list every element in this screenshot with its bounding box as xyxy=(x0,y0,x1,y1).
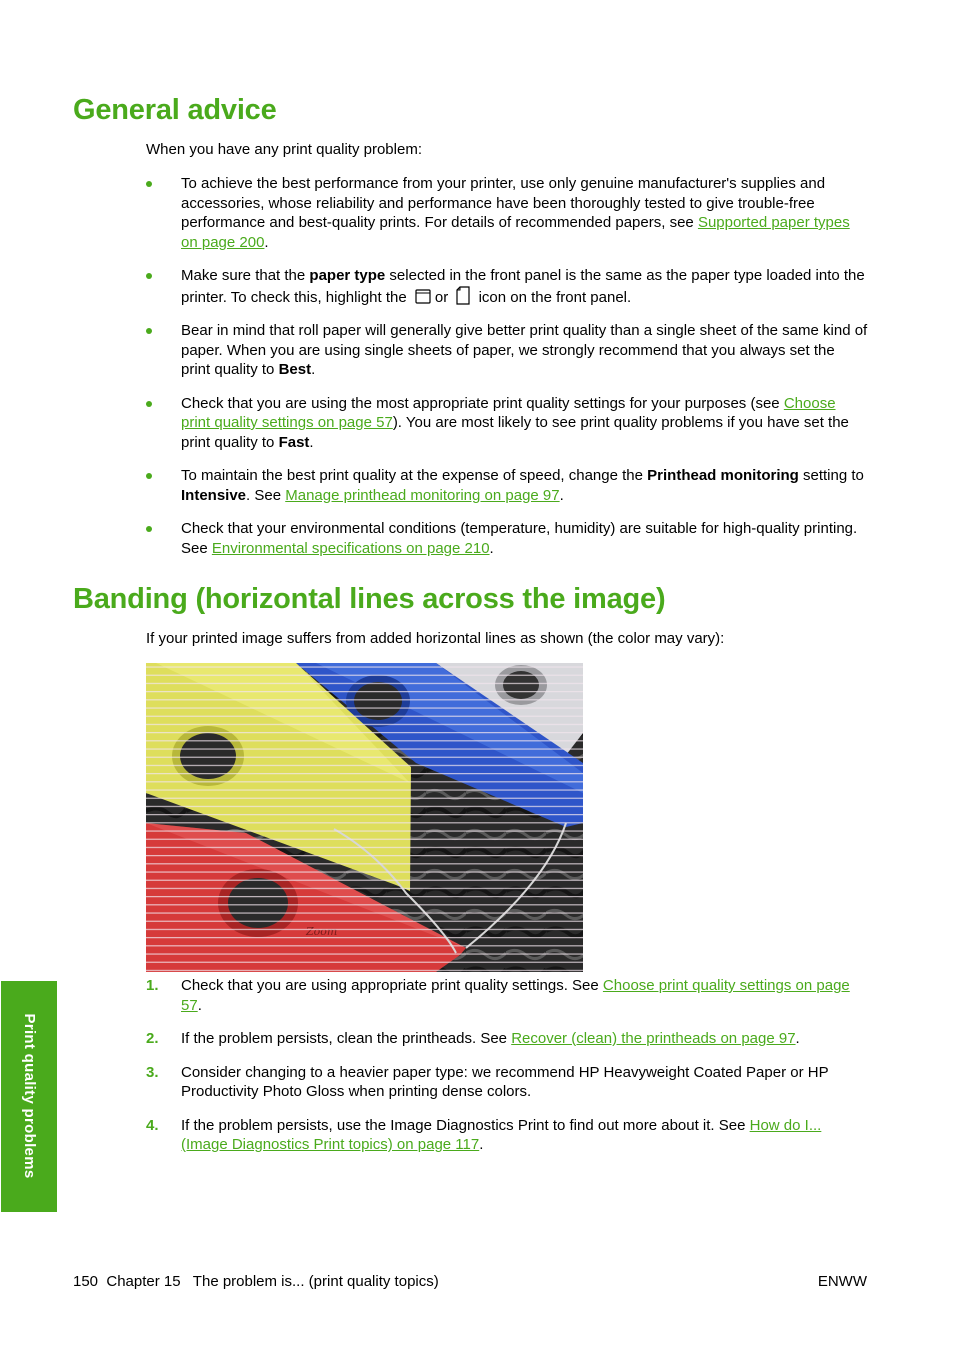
bullet-icon xyxy=(146,526,152,532)
list-item: 2. If the problem persists, clean the printheads. See Recover (clean) the printheads on page 97. xyxy=(146,1030,800,1047)
banding-steps-list xyxy=(146,976,868,1169)
list-item: Make sure that the paper type selected in the front panel is the same as the paper type loaded into the printer. To check this, highlight the or icon on the front panel. xyxy=(146,266,868,307)
heading-banding: Banding (horizontal lines across the image) xyxy=(73,583,666,615)
list-item: Bear in mind that roll paper will generally give better print quality than a single sheet of the same kind of paper. When you are using single sheets of paper, we strongly recommend that you always set the print quality to Best. xyxy=(146,321,868,380)
side-tab-label: Print quality problems xyxy=(20,1013,38,1179)
general-intro: When you have any print quality problem: xyxy=(146,141,422,158)
list-item: 4. If the problem persists, use the Image Diagnostics Print to find out more about it. See How do I... (Image Diagnostics Print topics) on page 117. xyxy=(146,1116,822,1153)
sheet-paper-icon xyxy=(455,286,471,305)
bullet-icon xyxy=(146,401,152,407)
link-printhead-monitoring[interactable]: Manage printhead monitoring on page 97 xyxy=(285,486,560,504)
footer-page-chapter: 150 Chapter 15 The problem is... (print quality topics) xyxy=(73,1273,439,1290)
list-item: To maintain the best print quality at the expense of speed, change the Printhead monitoring setting to Intensive. See Manage printhead monitoring on page 97. xyxy=(146,466,868,505)
side-tab xyxy=(1,981,57,1212)
link-image-diagnostics[interactable]: How do I... (Image Diagnostics Print topics) on page 117 xyxy=(181,1116,822,1153)
bullet-icon xyxy=(146,473,152,479)
list-item: To achieve the best performance from your printer, use only genuine manufacturer's supplies and accessories, whose reliability and performance have been thoroughly tested to give trouble-free performance and best-quality prints. For details of recommended papers, see Supported paper types on page 200. xyxy=(146,174,868,252)
bullet-icon xyxy=(146,181,152,187)
list-item: 1. Check that you are using appropriate print quality settings. See Choose print quality settings on page 57. xyxy=(146,977,850,1014)
link-environmental-specs[interactable]: Environmental specifications on page 210 xyxy=(211,539,490,557)
list-item: 3. Consider changing to a heavier paper type: we recommend HP Heavyweight Coated Paper or HP Productivity Photo Gloss when printing dense colors. xyxy=(146,1063,829,1100)
bullet-icon xyxy=(146,273,152,279)
banding-example-photo xyxy=(146,663,583,972)
list-item: Check that you are using the most appropriate print quality settings for your purposes (see Choose print quality settings on page 57). You are most likely to see print quality problems if you have set the print quality to Fast. xyxy=(146,394,868,453)
general-advice-list xyxy=(146,174,868,572)
heading-general-advice: General advice xyxy=(73,94,277,126)
link-choose-print-quality[interactable]: Choose print quality settings on page 57 xyxy=(181,394,836,431)
link-supported-paper[interactable]: Supported paper types on page 200 xyxy=(181,214,850,251)
list-item: Check that your environmental conditions (temperature, humidity) are suitable for high-quality printing. See Environmental specifications on page 210. xyxy=(146,519,868,558)
link-recover-printheads[interactable]: Recover (clean) the printheads on page 97 xyxy=(511,1030,796,1047)
bullet-icon xyxy=(146,328,152,334)
banding-intro: If your printed image suffers from added horizontal lines as shown (the color may vary): xyxy=(146,630,725,647)
roll-paper-icon xyxy=(414,287,432,305)
link-choose-print-quality-2[interactable]: Choose print quality settings on page 57 xyxy=(181,977,850,1014)
footer-enww: ENWW xyxy=(817,1273,867,1290)
